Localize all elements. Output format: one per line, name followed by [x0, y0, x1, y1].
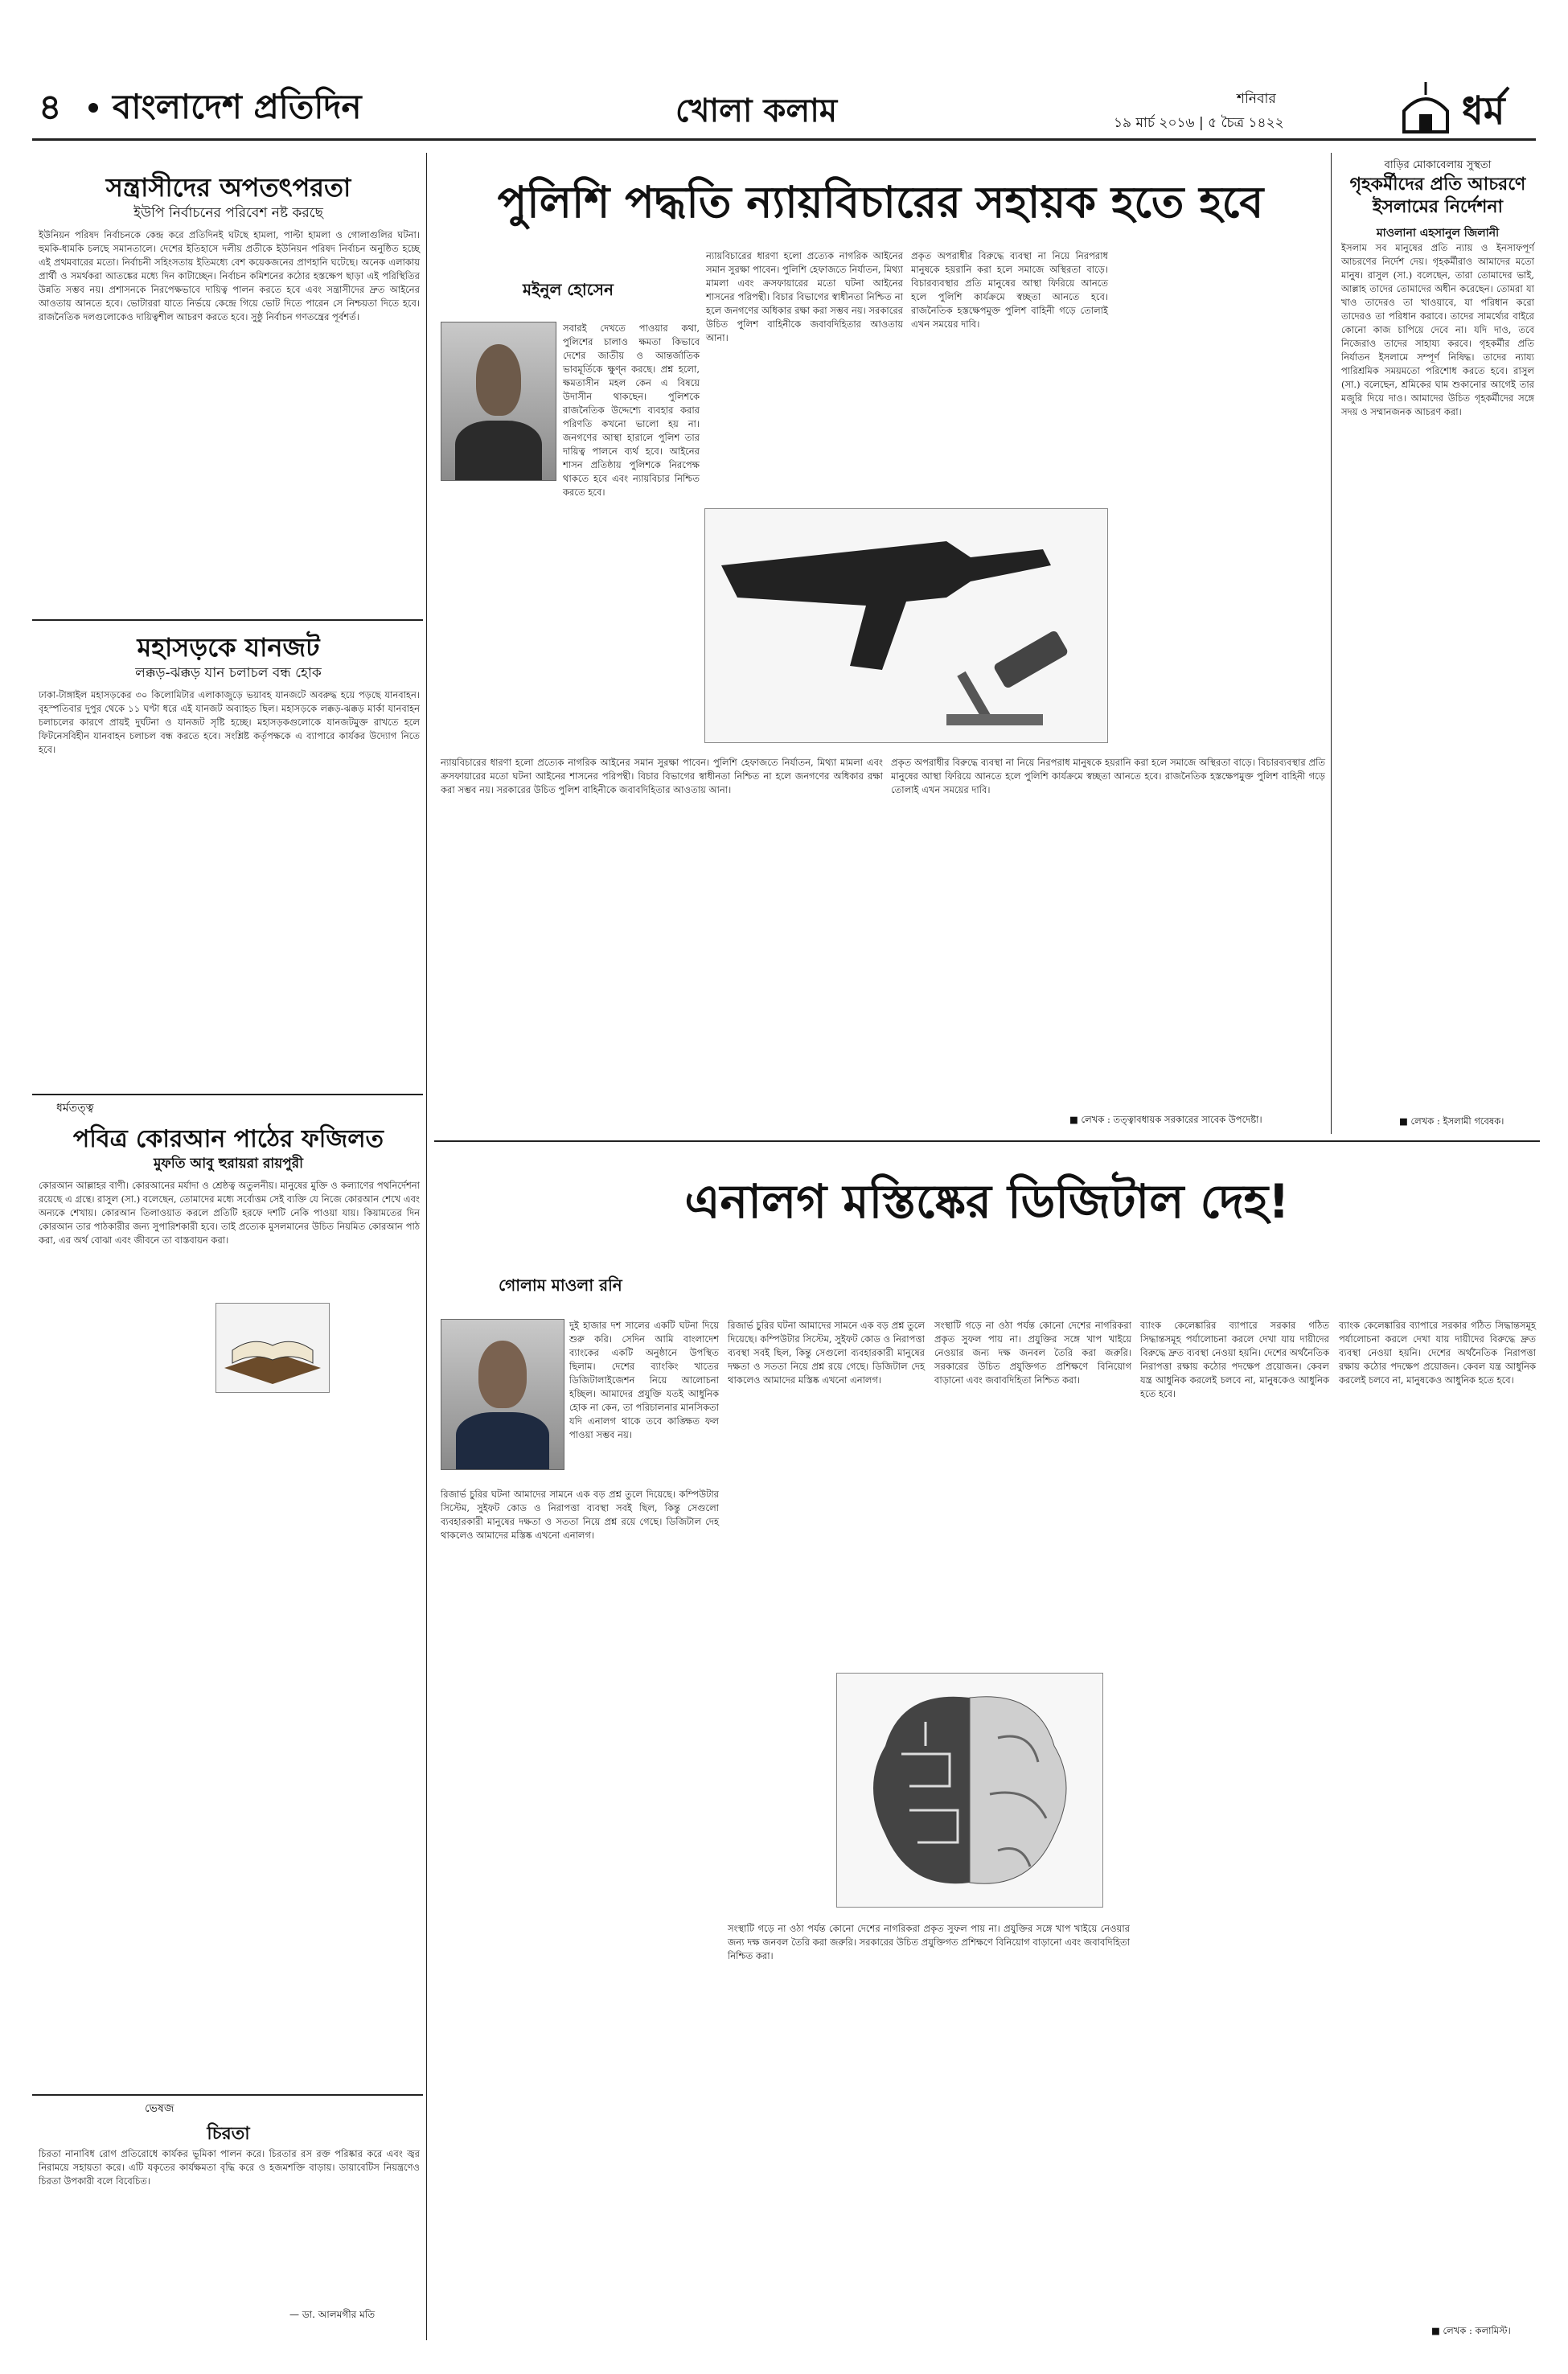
gun-and-gavel-illustration — [704, 508, 1108, 743]
left-article4-kicker: ভেষজ — [145, 2102, 174, 2115]
main-article1-author-note: ■ লেখক : তত্ত্বাবধায়ক সরকারের সাবেক উপদেষ্টা। — [1069, 1114, 1262, 1125]
right-article-author-note: ■ লেখক : ইসলামী গবেষক। — [1399, 1115, 1504, 1127]
day-label: শনিবার — [1237, 91, 1276, 107]
left-article4-author: — ডা. আলমগীর মতি — [289, 2309, 376, 2320]
left-article3-body: কোরআন আল্লাহর বাণী। কোরআনের মর্যাদা ও শ্রেষ্ঠত্ব অতুলনীয়। মানুষের মুক্তি ও কল্যাণের পথনির্দেশনা রয়েছে এ গ্রন্থে। রাসুল (সা.) বলেছেন, তোমাদের মধ্যে সর্বোত্তম সেই ব্যক্তি যে নিজে কোরআন শেখে এবং অন্যকে শেখায়। কোরআন তিলাওয়াত করলে প্রতিটি হরফে দশটি নেকি পাওয়া যায়। কিয়ামতের দিন কোরআন তার পাঠকারীর জন্য সুপারিশকারী হবে। তাই প্রত্যেক মুসলমানের উচিত নিয়মিত কোরআন পাঠ করা, এর অর্থ বোঝা এবং জীবনে তা বাস্তবায়ন করা। — [39, 1180, 423, 1246]
main-article1-body-col1: সবারই দেখতে পাওয়ার কথা, পুলিশের চালাও ক্ষমতা কিভাবে দেশের জাতীয় ও আন্তর্জাতিক ভাবমূর্তিকে ক্ষুণ্ন করছে। প্রশ্ন হলো, ক্ষমতাসীন মহল কেন এ বিষয়ে উদাসীন থাকছেন। পুলিশকে রাজনৈতিক উদ্দেশ্যে ব্যবহার করার পরিণতি কখনো ভালো হয় না। জনগণের আস্থা হারালে পুলিশ তার দায়িত্ব পালনে ব্যর্থ হবে। আইনের শাসন প্রতিষ্ঠায় পুলিশকে নিরপেক্ষ থাকতে হবে এবং ন্যায়বিচার নিশ্চিত করতে হবে। — [563, 322, 703, 498]
left-article3-kicker: ধর্মতত্ত্ব — [56, 1102, 94, 1115]
main-article2-title: এনালগ মস্তিষ্কের ডিজিটাল দেহ! — [684, 1174, 1290, 1229]
left-rule-1 — [32, 619, 423, 621]
main-article2-body-col1: দুই হাজার দশ সালের একটি ঘটনা দিয়ে শুরু করি। সেদিন আমি বাংলাদেশ ব্যাংকের একটি অনুষ্ঠানে উপস্থিত ছিলাম। দেশের ব্যাংকিং খাতের ডিজিটালাইজেশন নিয়ে আলোচনা হচ্ছিল। আমাদের প্রযুক্তি যতই আধুনিক হোক না কেন, তা পরিচালনার মানসিকতা যদি এনালগ থাকে তবে কাঙ্ক্ষিত ফল পাওয়া সম্ভব নয়। — [569, 1320, 722, 1440]
main-article1-title: পুলিশি পদ্ধতি ন্যায়বিচারের সহায়ক হতে হবে — [497, 177, 1264, 228]
left-article2-title: মহাসড়কে যানজট — [137, 632, 320, 663]
left-article1-body: ইউনিয়ন পরিষদ নির্বাচনকে কেন্দ্র করে প্রতিদিনই ঘটছে হামলা, পাল্টা হামলা ও গোলাগুলির ঘটনা। হুমকি-ধামকি চলছে সমানতালে। দেশের ইতিহাসে দলীয় প্রতীকে ইউনিয়ন পরিষদ নির্বাচন অনুষ্ঠিত হচ্ছে এই প্রথমবারের মতো। নির্বাচনী সহিংসতায় ইতিমধ্যে বেশ কয়েকজনের প্রাণহানি ঘটেছে। অনেক এলাকায় প্রার্থী ও সমর্থকরা আতঙ্কের মধ্যে দিন কাটাচ্ছেন। নির্বাচন কমিশনের কঠোর হস্তক্ষেপ ছাড়া এই পরিস্থিতির উন্নতি সম্ভব নয়। প্রশাসনকে নিরপেক্ষভাবে দায়িত্ব পালন করতে হবে এবং সন্ত্রাসীদের দ্রুত আইনের আওতায় আনতে হবে। ভোটাররা যাতে নির্ভয়ে কেন্দ্রে গিয়ে ভোট দিতে পারেন সে নিশ্চয়তা দিতে হবে। রাজনৈতিক দলগুলোকেও দায়িত্বশীল আচরণ করতে হবে। সুষ্ঠু নির্বাচন গণতন্ত্রের পূর্বশর্ত। — [39, 229, 423, 322]
main-article2-body-col4: ব্যাংক কেলেঙ্কারির ব্যাপারে সরকার গঠিত সিদ্ধান্তসমূহ পর্যালোচনা করলে দেখা যায় দায়ীদের বিরুদ্ধে দ্রুত ব্যবস্থা নেওয়া হয়নি। দেশের অর্থনৈতিক নিরাপত্তা রক্ষায় কঠোর পদক্ষেপ প্রয়োজন। কেবল যন্ত্র আধুনিক করলেই চলবে না, মানুষকেও আধুনিক হতে হবে। — [1140, 1320, 1332, 1399]
left-article2-body: ঢাকা-টাঙ্গাইল মহাসড়কের ৩০ কিলোমিটার এলাকাজুড়ে ভয়াবহ যানজটে অবরুদ্ধ হয়ে পড়ছে যানবাহন। বৃহস্পতিবার দুপুর থেকে ১১ ঘণ্টা ধরে এই যানজট অব্যাহত ছিল। মহাসড়কে লক্কড়-ঝক্কড় মার্কা যানবাহন চলাচলের কারণে প্রায়ই দুর্ঘটনা ও যানজট সৃষ্টি হচ্ছে। মহাসড়কগুলোকে যানজটমুক্ত রাখতে হলে ফিটনেসবিহীন যানবাহন চলাচল বন্ধ করতে হবে। সংশ্লিষ্ট কর্তৃপক্ষকে এ ব্যাপারে কার্যকর উদ্যোগ নিতে হবে। — [39, 689, 423, 755]
left-article4-body: চিরতা নানাবিধ রোগ প্রতিরোধে কার্যকর ভূমিকা পালন করে। চিরতার রস রক্ত পরিষ্কার করে এবং জ্বর নিরাময়ে সহায়তা করে। এটি যকৃতের কার্যক্ষমতা বৃদ্ধি করে ও হজমশক্তি বাড়ায়। ডায়াবেটিস নিয়ন্ত্রণেও চিরতা উপকারী বলে বিবেচিত। — [39, 2148, 423, 2187]
main-article1-author: মইনুল হোসেন — [523, 280, 614, 299]
right-article-author: মাওলানা এহসানুল জিলানী — [1376, 227, 1500, 240]
right-column-divider — [1331, 153, 1332, 1134]
main-article2-author: গোলাম মাওলা রনি — [499, 1275, 622, 1295]
quran-book-image — [215, 1303, 330, 1393]
mosque-icon — [1398, 79, 1454, 135]
right-article-body: ইসলাম সব মানুষের প্রতি ন্যায় ও ইনসাফপূর্ণ আচরণের নির্দেশ দেয়। গৃহকর্মীরাও আমাদের মতো মানুষ। রাসুল (সা.) বলেছেন, তারা তোমাদের ভাই, আল্লাহ তাদের তোমাদের অধীন করেছেন। তোমরা যা খাও তাদেরও তা খাওয়াবে, যা পরিধান করো তাদেরও তা পরিধান করাবে। তাদের সামর্থ্যের বাইরে কোনো কাজ চাপিয়ে দেবে না। যদি দাও, তবে নিজেরাও তাদের সাহায্য করবে। গৃহকর্মীর প্রতি নির্যাতন ইসলামে সম্পূর্ণ নিষিদ্ধ। তাদের ন্যায্য পারিশ্রমিক সময়মতো পরিশোধ করতে হবে। রাসুল (সা.) বলেছেন, শ্রমিকের ঘাম শুকানোর আগেই তার মজুরি দিয়ে দাও। আমাদের উচিত গৃহকর্মীদের সঙ্গে সদয় ও সম্মানজনক আচরণ করা। — [1341, 242, 1537, 417]
author-photo-2 — [441, 1319, 564, 1470]
left-article3-title: পবিত্র কোরআন পাঠের ফজিলত — [72, 1125, 384, 1153]
masthead-rule — [32, 138, 1536, 141]
date-label: ১৯ মার্চ ২০১৬ | ৫ চৈত্র ১৪২২ — [1114, 115, 1284, 131]
left-article1-subtitle: ইউপি নির্বাচনের পরিবেশ নষ্ট করছে — [133, 205, 323, 221]
main-article2-body-col1-lower: রিজার্ভ চুরির ঘটনা আমাদের সামনে এক বড় প্রশ্ন তুলে দিয়েছে। কম্পিউটার সিস্টেম, সুইফট কোড ও নিরাপত্তা ব্যবস্থা সবই ছিল, কিন্তু সেগুলো ব্যবহারকারী মানুষের দক্ষতা ও সততা নিয়ে প্রশ্ন রয়ে গেছে। ডিজিটাল দেহ থাকলেও আমাদের মস্তিষ্ক এখনো এনালগ। — [441, 1489, 722, 1541]
right-article-kicker: বাড়ির মোকাবেলায় সুস্থতা — [1384, 159, 1492, 171]
main-article2-body-col2-lower: সংস্থাটি গড়ে না ওঠা পর্যন্ত কোনো দেশের নাগরিকরা প্রকৃত সুফল পায় না। প্রযুক্তির সঙ্গে খাপ খাইয়ে নেওয়ার জন্য দক্ষ জনবল তৈরি করা জরুরি। সরকারের উচিত প্রযুক্তিগত প্রশিক্ষণে বিনিয়োগ বাড়ানো এবং জবাবদিহিতা নিশ্চিত করা। — [728, 1923, 1133, 1961]
religion-section-label: ধর্ম — [1462, 88, 1505, 133]
main-article1-body-lower: ন্যায়বিচারের ধারণা হলো প্রত্যেক নাগরিক আইনের সমান সুরক্ষা পাবেন। পুলিশি হেফাজতে নির্যাতন, মিথ্যা মামলা এবং ক্রসফায়ারের মতো ঘটনা আইনের শাসনের পরিপন্থী। বিচার বিভাগের স্বাধীনতা নিশ্চিত না হলে জনগণের অধিকার রক্ষা করা সম্ভব নয়। সরকারের উচিত পুলিশ বাহিনীকে জবাবদিহিতার আওতায় আনা। — [441, 757, 886, 795]
section-title: খোলা কলাম — [675, 92, 838, 129]
main-article2-author-note: ■ লেখক : কলামিস্ট। — [1431, 2325, 1511, 2336]
left-article2-subtitle: লক্কড়-ঝক্কড় যান চলাচল বন্ধ হোক — [135, 665, 322, 681]
bullet-dot — [88, 103, 98, 113]
page-number: ৪ — [39, 87, 62, 128]
paper-name: বাংলাদেশ প্রতিদিন — [113, 87, 362, 126]
left-column-divider — [426, 153, 427, 2340]
left-rule-2 — [32, 1094, 423, 1095]
main-article2-body-col3: সংস্থাটি গড়ে না ওঠা পর্যন্ত কোনো দেশের নাগরিকরা প্রকৃত সুফল পায় না। প্রযুক্তির সঙ্গে খাপ খাইয়ে নেওয়ার জন্য দক্ষ জনবল তৈরি করা জরুরি। সরকারের উচিত প্রযুক্তিগত প্রশিক্ষণে বিনিয়োগ বাড়ানো এবং জবাবদিহিতা নিশ্চিত করা। — [934, 1320, 1135, 1386]
author-photo-1 — [441, 322, 556, 481]
mid-horizontal-rule — [434, 1140, 1540, 1142]
right-article-title: গৃহকর্মীদের প্রতি আচরণে ইসলামের নির্দেশনা — [1349, 175, 1526, 217]
main-article1-body-col3: প্রকৃত অপরাধীর বিরুদ্ধে ব্যবস্থা না নিয়ে নিরপরাধ মানুষকে হয়রানি করা হলে সমাজে অস্থিরতা বাড়ে। বিচারব্যবস্থার প্রতি মানুষের আস্থা ফিরিয়ে আনতে হলে পুলিশি কার্যক্রমে স্বচ্ছতা আনতে হবে। রাজনৈতিক হস্তক্ষেপমুক্ত পুলিশ বাহিনী গড়ে তোলাই এখন সময়ের দাবি। — [911, 250, 1111, 330]
left-article4-title: চিরতা — [207, 2124, 250, 2144]
main-article1-body-lower-2: প্রকৃত অপরাধীর বিরুদ্ধে ব্যবস্থা না নিয়ে নিরপরাধ মানুষকে হয়রানি করা হলে সমাজে অস্থিরতা বাড়ে। বিচারব্যবস্থার প্রতি মানুষের আস্থা ফিরিয়ে আনতে হলে পুলিশি কার্যক্রমে স্বচ্ছতা আনতে হবে। রাজনৈতিক হস্তক্ষেপমুক্ত পুলিশ বাহিনী গড়ে তোলাই এখন সময়ের দাবি। — [891, 757, 1328, 795]
main-article2-body-col5: ব্যাংক কেলেঙ্কারির ব্যাপারে সরকার গঠিত সিদ্ধান্তসমূহ পর্যালোচনা করলে দেখা যায় দায়ীদের বিরুদ্ধে দ্রুত ব্যবস্থা নেওয়া হয়নি। দেশের অর্থনৈতিক নিরাপত্তা রক্ষায় কঠোর পদক্ষেপ প্রয়োজন। কেবল যন্ত্র আধুনিক করলেই চলবে না, মানুষকেও আধুনিক হতে হবে। — [1339, 1320, 1539, 1386]
left-article1-title: সন্ত্রাসীদের অপতৎপরতা — [105, 172, 351, 203]
left-rule-3 — [32, 2094, 423, 2096]
main-article1-body-col2: ন্যায়বিচারের ধারণা হলো প্রত্যেক নাগরিক আইনের সমান সুরক্ষা পাবেন। পুলিশি হেফাজতে নির্যাতন, মিথ্যা মামলা এবং ক্রসফায়ারের মতো ঘটনা আইনের শাসনের পরিপন্থী। বিচার বিভাগের স্বাধীনতা নিশ্চিত না হলে জনগণের অধিকার রক্ষা করা সম্ভব নয়। সরকারের উচিত পুলিশ বাহিনীকে জবাবদিহিতার আওতায় আনা। — [706, 250, 906, 343]
main-article2-body-col2: রিজার্ভ চুরির ঘটনা আমাদের সামনে এক বড় প্রশ্ন তুলে দিয়েছে। কম্পিউটার সিস্টেম, সুইফট কোড ও নিরাপত্তা ব্যবস্থা সবই ছিল, কিন্তু সেগুলো ব্যবহারকারী মানুষের দক্ষতা ও সততা নিয়ে প্রশ্ন রয়ে গেছে। ডিজিটাল দেহ থাকলেও আমাদের মস্তিষ্ক এখনো এনালগ। — [728, 1320, 928, 1386]
left-article3-author: মুফতি আবু হুরায়রা রায়পুরী — [153, 1156, 303, 1172]
brain-illustration — [836, 1673, 1103, 1908]
